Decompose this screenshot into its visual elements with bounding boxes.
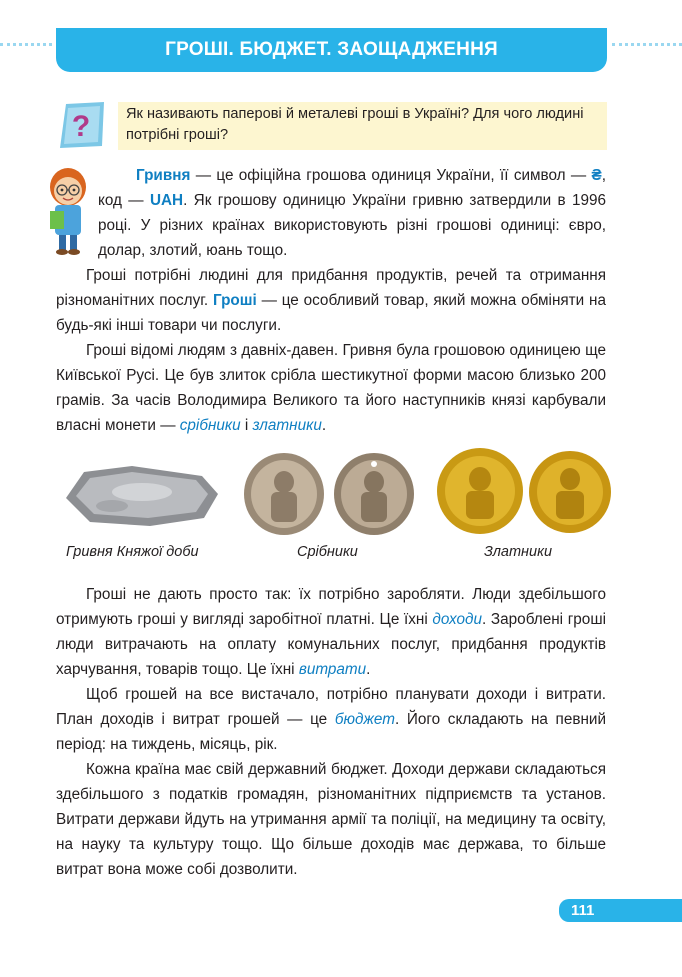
- sribnyk-coin-reverse-image: [333, 452, 415, 536]
- question-icon: [58, 102, 104, 148]
- term-budget: бюджет: [334, 711, 396, 728]
- chapter-header: [56, 28, 607, 72]
- caption-zlatnyky: Златники: [484, 544, 553, 560]
- term-sribnyky: срібники: [179, 417, 241, 434]
- chapter-title: ГРОШІ. БЮДЖЕТ. ЗАОЩАДЖЕННЯ: [165, 39, 498, 60]
- term-zlatnyky: златники: [252, 417, 322, 434]
- paragraph-money-history: Гроші відомі людям з давніх-давен. Гривня була грошовою одиницею ще Київської Русі. Це був злиток срібла шестикутної форми масою близько 200 грамів. За часів Володимира Великого та його наступників князі карбували власні монети — срібники і златники.: [56, 342, 606, 434]
- caption-sribnyky: Срібники: [297, 544, 358, 560]
- header-dots-left: [0, 43, 52, 49]
- header-dots-right: [612, 43, 682, 49]
- paragraph-budget: Щоб грошей на все вистачало, потрібно планувати доходи і витрати. План доходів і витрат грошей — це бюджет. Його складають на певний період: на тиждень, місяць, рік.: [56, 686, 607, 753]
- term-expenses: витрати: [298, 661, 367, 678]
- page-number-tab: [559, 899, 682, 922]
- hryvnia-ingot-image: [62, 460, 222, 530]
- currency-code: UAH: [149, 192, 184, 209]
- caption-hryvnia: Гривня Княжої доби: [66, 544, 199, 560]
- svg-text:?: ?: [71, 110, 91, 143]
- term-money: Гроші: [213, 292, 257, 309]
- zlatnyk-coin-obverse-image: [436, 447, 524, 535]
- paragraph-hryvnia: Гривня — це офіційна грошова одиниця України, її символ — ₴, код — UAH. Як грошову одиницю України гривню затвердили в 1996 році. У різних країнах використовують різні грошові одиниці: євро, долар, злотий, юань тощо.: [98, 167, 607, 259]
- hryvnia-symbol: ₴: [591, 167, 602, 184]
- boy-with-book-illustration: [44, 163, 92, 255]
- term-income: доходи: [432, 611, 482, 628]
- question-box: [118, 102, 607, 150]
- zlatnyk-coin-reverse-image: [528, 449, 612, 535]
- paragraph-income-expenses: Гроші не дають просто так: їх потрібно заробляти. Люди здебільшого отримують гроші у вигляді заробітної платні. Це їхні доходи. Зароблені гроші люди витрачають на оплату комунальних послуг, придбання продуктів харчування, товарів тощо. Це їхні витрати.: [56, 586, 606, 678]
- page-number: 111: [571, 902, 595, 919]
- term-hryvnia: Гривня: [136, 167, 191, 184]
- paragraph-money-purpose: Гроші потрібні людині для придбання продуктів, речей та отримання різноманітних послуг. Гроші — це особливий товар, який можна обміняти на будь-які інші товари чи послуги.: [56, 267, 606, 334]
- question-text: Як називають паперові й металеві гроші в Україні? Для чого людині потрібні гроші?: [126, 106, 584, 143]
- sribnyk-coin-obverse-image: [243, 452, 325, 536]
- paragraph-state-budget: Кожна країна має свій державний бюджет. Доходи держави складаються здебільшого з податків громадян, різноманітних підприємств та установ. Витрати держави йдуть на утримання армії та поліції, на медицину та освіту, на науку та культуру тощо. Що більше доходів має держава, то більше витрат вона може собі дозволити.: [56, 761, 606, 878]
